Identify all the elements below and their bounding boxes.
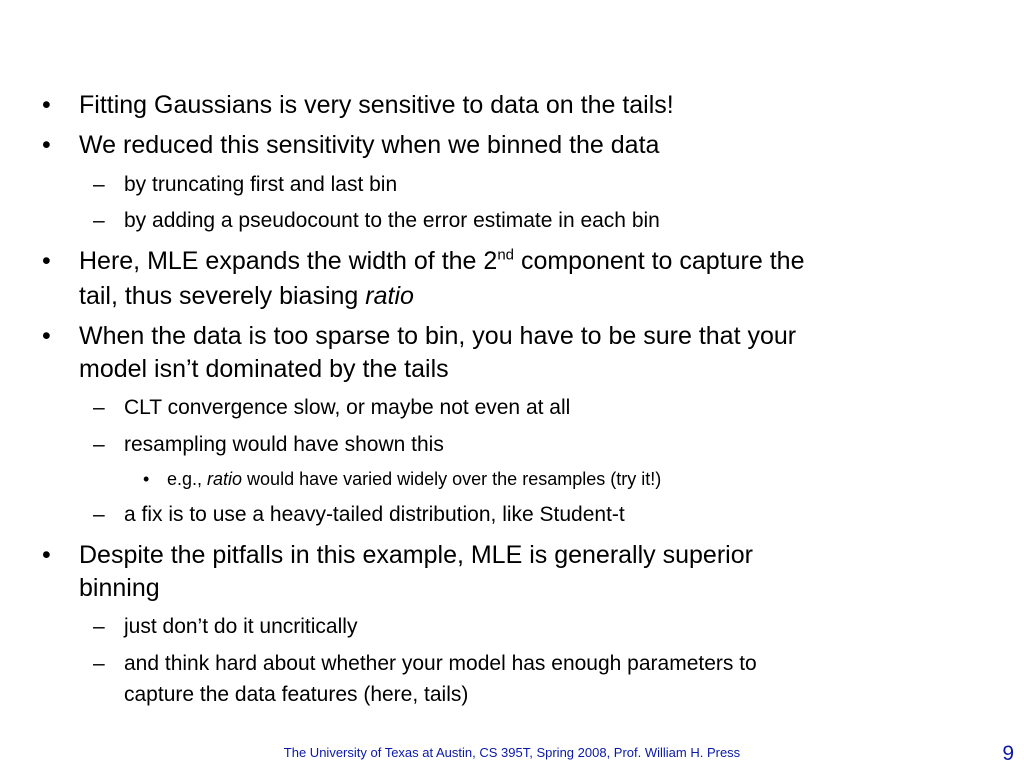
bullet-3-pre: Here, MLE expands the width of the 2 [79,247,498,275]
dash-marker: – [93,503,105,526]
bullet-4-sub-3: a fix is to use a heavy-tailed distribution, like Student-t [124,503,625,526]
bullet-5-sub-2-line-2: capture the data features (here, tails) [124,683,469,706]
bullet-5-sub-2-line-1: and think hard about whether your model has enough parameters to [124,652,757,675]
ratio-emphasis: ratio [365,282,414,310]
dash-marker: – [93,173,105,196]
bullet-2-sub-2: by adding a pseudocount to the error estimate in each bin [124,209,660,232]
bullet-marker: • [42,541,51,569]
bullet-5-line-2: binning [79,574,160,602]
bullet-3-line-2-pre: tail, thus severely biasing [79,282,366,310]
page-number: 9 [1002,742,1014,765]
dash-marker: – [93,652,105,675]
dash-marker: – [93,615,105,638]
bullet-2-text: We reduced this sensitivity when we binned the data [79,131,660,159]
ordinal-superscript: nd [497,246,514,264]
bullet-3-post: component to capture the [514,247,805,275]
bullet-3-line-1 [79,247,804,276]
bullet-5-sub-1: just don’t do it uncritically [124,615,358,638]
dash-marker: – [93,209,105,232]
ratio-emphasis: ratio [207,469,243,489]
eg-suffix: would have varied widely over the resamples (try it!) [242,469,662,489]
bullet-marker: • [42,247,51,275]
bullet-4-sub-2-sub-1 [167,469,661,490]
bullet-marker: • [42,322,51,350]
bullet-4-line-1: When the data is too sparse to bin, you have to be sure that your [79,322,797,350]
bullet-marker: • [42,131,51,159]
bullet-1-text: Fitting Gaussians is very sensitive to data on the tails! [79,91,674,119]
bullet-2-sub-1: by truncating first and last bin [124,173,398,196]
bullet-marker: • [42,91,51,119]
bullet-3-line-2 [79,282,414,311]
eg-prefix: e.g., [167,469,208,489]
dash-marker: – [93,433,105,456]
bullet-4-sub-1: CLT convergence slow, or maybe not even at all [124,396,571,419]
dash-marker: – [93,396,105,419]
bullet-4-sub-2: resampling would have shown this [124,433,444,456]
bullet-5-line-1: Despite the pitfalls in this example, MLE is generally superior [79,541,753,569]
bullet-marker: • [143,469,150,489]
bullet-4-line-2: model isn’t dominated by the tails [79,355,449,383]
slide-footer: The University of Texas at Austin, CS 395T, Spring 2008, Prof. William H. Press [283,745,741,760]
